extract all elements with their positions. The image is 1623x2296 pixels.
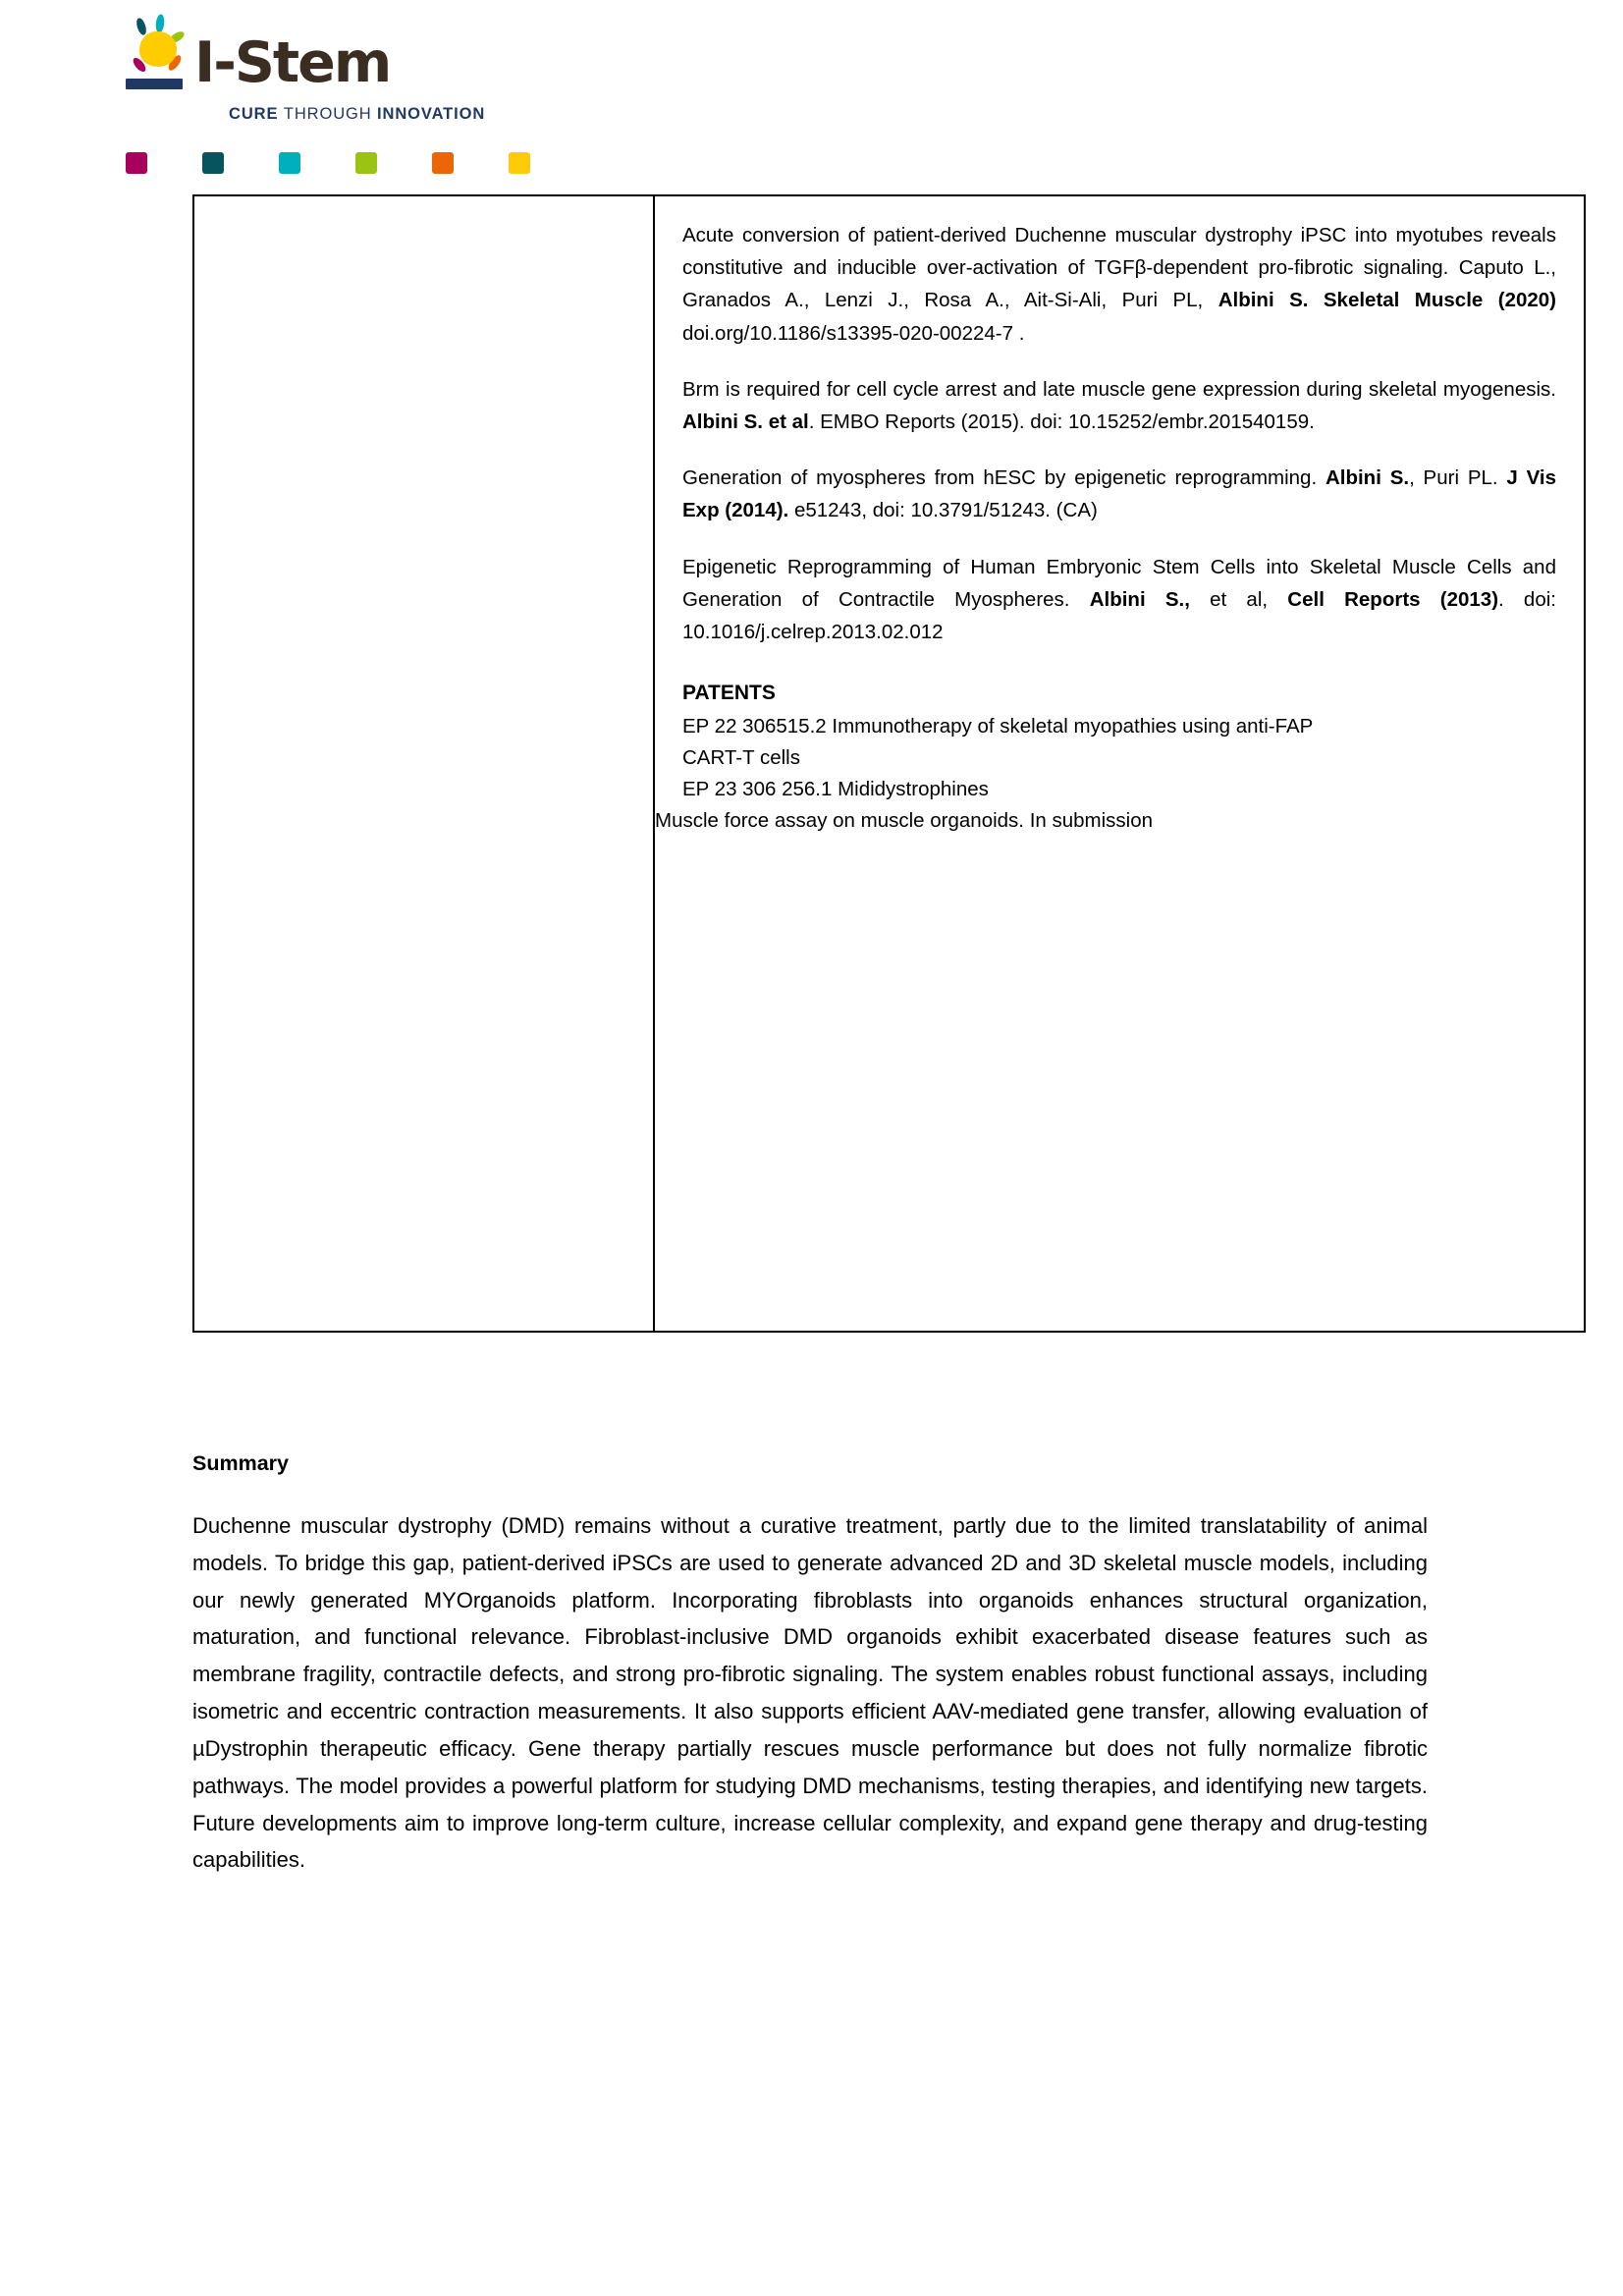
reference-item xyxy=(682,462,1556,526)
reference-bold-2: J Vis Exp (2014). xyxy=(682,466,1556,522)
reference-bold: Albini S. xyxy=(1325,466,1410,490)
patent-item: EP 22 306515.2 Immunotherapy of skeletal myopathies using anti-FAP xyxy=(682,714,1314,738)
reference-bold: Albini S., xyxy=(1089,587,1190,611)
summary-section xyxy=(192,1451,1428,1879)
logo-tagline-cure: CURE xyxy=(229,105,279,123)
patent-item: Muscle force assay on muscle organoids. In submission xyxy=(655,808,1154,832)
patent-item: EP 23 306 256.1 Mididystrophines xyxy=(682,777,989,800)
summary-body: Duchenne muscular dystrophy (DMD) remains without a curative treatment, partly due to the limited translatability of animal models. To bridge this gap, patient-derived iPSCs are used to generate advanced 2D and 3D skeletal muscle models, including our newly generated MYOrganoids platform. Incorporating fibroblasts into organoids enhances structural organization, maturation, and functional relevance. Fibroblast-inclusive DMD organoids exhibit exacerbated disease features such as membrane fragility, contractile defects, and strong pro-fibrotic signaling. The system enables robust functional assays, including isometric and eccentric contraction measurements. It also supports efficient AAV-mediated gene transfer, allowing evaluation of µDystrophin therapeutic efficacy. Gene therapy partially rescues muscle performance but does not fully normalize fibrotic pathways. The model provides a powerful platform for studying DMD mechanisms, testing therapies, and identifying new targets. Future developments aim to improve long-term culture, increase cellular complexity, and expand gene therapy and drug-testing capabilities. xyxy=(192,1513,1428,1873)
reference-post: e51243, doi: 10.3791/51243. (CA) xyxy=(788,499,1098,522)
publications-table xyxy=(192,194,1586,1333)
swatch-cyan xyxy=(279,152,300,174)
brand-color-swatch-row xyxy=(126,152,538,174)
patents-heading: PATENTS xyxy=(682,682,776,705)
logo-tagline-through: THROUGH xyxy=(283,105,372,123)
reference-item xyxy=(682,551,1556,649)
swatch-orange xyxy=(432,152,454,174)
swatch-magenta xyxy=(126,152,147,174)
logo-wordmark: I-Stem xyxy=(194,30,391,95)
swatch-yellow xyxy=(509,152,530,174)
table-cell-publications xyxy=(655,196,1584,1331)
reference-mid: , Puri PL. xyxy=(1409,466,1507,490)
logo-tagline xyxy=(229,105,485,124)
reference-item xyxy=(682,373,1556,438)
summary-title: Summary xyxy=(192,1451,289,1475)
page-header xyxy=(0,0,1623,187)
reference-pre: Acute conversion of patient-derived Duchenne muscular dystrophy iPSC into myotubes reveals constitutive and inducible over-activation of TGFβ-dependent pro-fibrotic signaling. Caputo L., Granados A., Lenzi J., Rosa A., Ait-Si-Ali, Puri PL, xyxy=(682,224,1556,312)
reference-bold: Albini S. Skeletal Muscle (2020) xyxy=(1217,289,1556,312)
reference-pre: Brm is required for cell cycle arrest and late muscle gene expression during skeletal myogenesis. xyxy=(682,377,1556,401)
table-cell-left-empty xyxy=(194,196,655,1331)
swatch-dark-teal xyxy=(202,152,224,174)
i-stem-sun-logo-icon xyxy=(116,12,200,96)
patent-item: CART-T cells xyxy=(682,745,800,769)
reference-post: doi.org/10.1186/s13395-020-00224-7 . xyxy=(682,321,1025,345)
swatch-green xyxy=(355,152,377,174)
i-stem-logo xyxy=(116,12,528,122)
reference-mid: et al, xyxy=(1189,587,1288,611)
reference-bold-2: Cell Reports (2013) xyxy=(1287,587,1499,611)
reference-pre: Generation of myospheres from hESC by epigenetic reprogramming. xyxy=(682,466,1325,490)
reference-post: . EMBO Reports (2015). doi: 10.15252/embr.201540159. xyxy=(808,410,1315,434)
logo-tagline-innovation: INNOVATION xyxy=(377,105,486,123)
reference-bold: Albini S. et al xyxy=(682,410,809,434)
reference-item xyxy=(682,219,1556,350)
reference-pre: Epigenetic Reprogramming of Human Embryonic Stem Cells into Skeletal Muscle Cells and Generation of Contractile Myospheres. xyxy=(682,555,1556,611)
reference-post: . doi: 10.1016/j.celrep.2013.02.012 xyxy=(682,587,1556,644)
